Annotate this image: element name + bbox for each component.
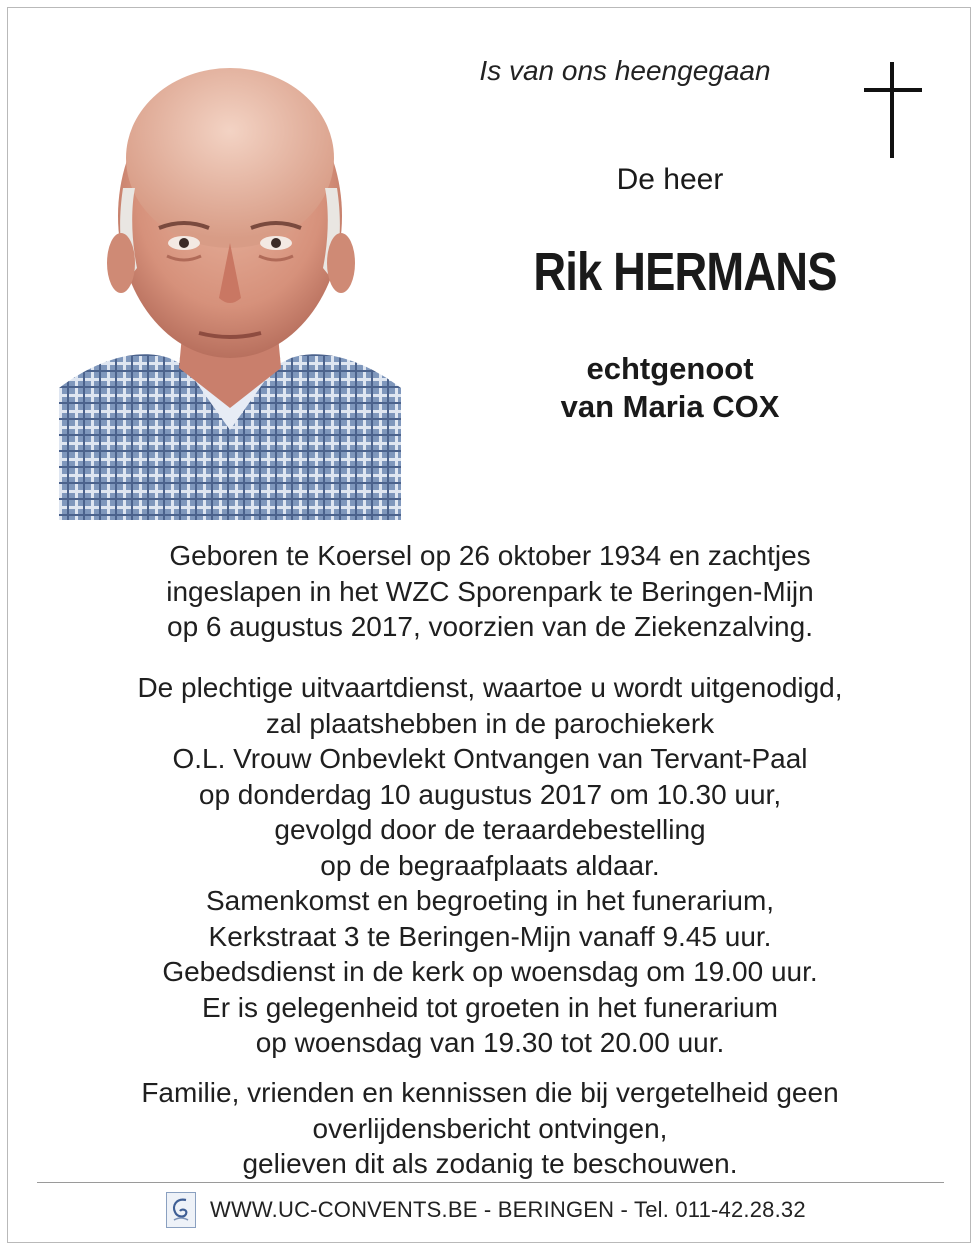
title-prefix: De heer — [616, 163, 724, 196]
paragraph-line: Samenkomst en begroeting in het funerarium, — [205, 885, 775, 916]
paragraph-line: ingeslapen in het WZC Sporenpark te Beringen-Mijn — [166, 575, 814, 607]
deceased-name: Rik HERMANS — [533, 242, 837, 302]
footer-divider — [37, 1182, 944, 1183]
paragraph-line: Er is gelegenheid tot groeten in het funerarium — [202, 991, 778, 1023]
footer — [166, 1190, 806, 1230]
paragraph-line: gelieven dit als zodanig te beschouwen. — [242, 1148, 738, 1179]
paragraph-line: op de begraafplaats aldaar. — [320, 849, 660, 881]
paragraph-line: Kerkstraat 3 te Beringen-Mijn vanaff 9.45 uur. — [208, 920, 772, 952]
ceremony-paragraph — [60, 670, 920, 1061]
cross-icon — [864, 62, 922, 158]
funeral-home-logo-icon — [166, 1192, 196, 1228]
paragraph-line: Gebedsdienst in de kerk op woensdag om 19.00 uur. — [162, 956, 818, 987]
portrait-photo — [59, 58, 401, 520]
paragraph-line: De plechtige uitvaartdienst, waartoe u wordt uitgenodigd, — [137, 672, 843, 703]
birth-death-paragraph — [60, 538, 920, 645]
footer-contact: WWW.UC-CONVENTS.BE - BERINGEN - Tel. 011-42.28.32 — [210, 1197, 806, 1222]
spouse-line: van Maria COX — [560, 389, 780, 424]
paragraph-line: op donderdag 10 augustus 2017 om 10.30 uur, — [198, 778, 782, 810]
closing-paragraph — [60, 1075, 920, 1182]
paragraph-line: op 6 augustus 2017, voorzien van de Ziekenzalving. — [167, 611, 813, 642]
paragraph-line: Familie, vrienden en kennissen die bij vergetelheid geen — [141, 1077, 839, 1108]
intro-text: Is van ons heengegaan — [479, 55, 771, 86]
spouse-line: echtgenoot — [586, 351, 754, 386]
paragraph-line: Geboren te Koersel op 26 oktober 1934 en zachtjes — [169, 540, 811, 571]
paragraph-line: op woensdag van 19.30 tot 20.00 uur. — [255, 1027, 725, 1058]
paragraph-line: zal plaatshebben in de parochiekerk — [265, 707, 715, 739]
paragraph-line: O.L. Vrouw Onbevlekt Ontvangen van Tervant-Paal — [172, 743, 808, 774]
spouse-block — [470, 350, 870, 426]
paragraph-line: overlijdensbericht ontvingen, — [312, 1112, 668, 1144]
paragraph-line: gevolgd door de teraardebestelling — [274, 814, 706, 845]
